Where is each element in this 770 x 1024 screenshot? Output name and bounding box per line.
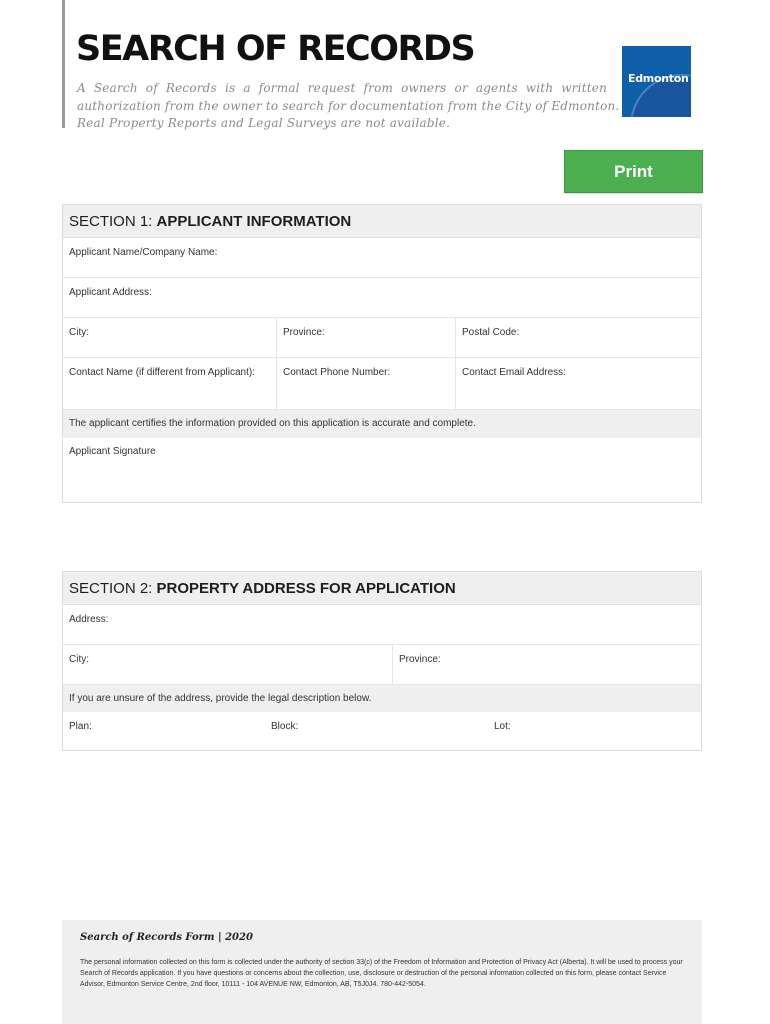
form-footer — [62, 920, 702, 1024]
lot-label: Lot: — [494, 721, 511, 732]
applicant-address-label: Applicant Address: — [69, 287, 152, 298]
section-2-number: SECTION 2: — [69, 580, 153, 597]
property-address-label: Address: — [69, 614, 109, 625]
applicant-address-field[interactable] — [63, 278, 701, 317]
section-2-header — [63, 572, 701, 605]
plan-label: Plan: — [69, 721, 92, 732]
applicant-address-row — [63, 278, 701, 318]
applicant-postal-code-label: Postal Code: — [462, 327, 520, 338]
footer-title: Search of Records Form | 2020 — [80, 932, 253, 943]
section-property-address — [62, 571, 702, 751]
plan-field[interactable] — [63, 712, 265, 750]
intro-line-1: A Search of Records is a formal request from owners or agents with written — [77, 81, 607, 95]
applicant-name-row — [63, 238, 701, 278]
applicant-signature-field[interactable] — [63, 438, 701, 502]
applicant-province-label: Province: — [283, 327, 325, 338]
page-title: SEARCH OF RECORDS — [76, 29, 475, 69]
applicant-name-field[interactable] — [63, 238, 701, 277]
print-button[interactable]: Print — [564, 150, 703, 193]
applicant-location-row — [63, 318, 701, 358]
contact-phone-field[interactable] — [277, 358, 456, 409]
legal-description-row — [63, 712, 701, 750]
contact-name-label: Contact Name (if different from Applicant): — [69, 367, 256, 378]
property-city-label: City: — [69, 654, 89, 665]
applicant-province-field[interactable] — [277, 318, 456, 357]
property-province-label: Province: — [399, 654, 441, 665]
lot-field[interactable] — [488, 712, 701, 750]
section-1-title: APPLICANT INFORMATION — [156, 213, 352, 230]
applicant-name-label: Applicant Name/Company Name: — [69, 247, 218, 258]
contact-email-label: Contact Email Address: — [462, 367, 566, 378]
section-2-title: PROPERTY ADDRESS FOR APPLICATION — [156, 580, 456, 597]
header-left-rule — [62, 0, 65, 128]
contact-phone-label: Contact Phone Number: — [283, 367, 391, 378]
property-city-field[interactable] — [63, 645, 393, 684]
property-address-field[interactable] — [63, 605, 701, 644]
legal-description-note: If you are unsure of the address, provide the legal description below. — [63, 685, 701, 712]
section-applicant-information — [62, 204, 702, 503]
intro-line-3: Real Property Reports and Legal Surveys are not available. — [77, 116, 451, 130]
intro-text — [77, 80, 620, 133]
block-field[interactable] — [265, 712, 488, 750]
logo-wordmark: Edmonton — [628, 72, 689, 85]
property-location-row — [63, 645, 701, 685]
section-1-number: SECTION 1: — [69, 213, 153, 230]
applicant-city-label: City: — [69, 327, 89, 338]
contact-row — [63, 358, 701, 410]
section-1-header — [63, 205, 701, 238]
property-province-field[interactable] — [393, 645, 701, 684]
property-address-row — [63, 605, 701, 645]
certification-note: The applicant certifies the information provided on this application is accurate and complete. — [63, 410, 701, 438]
contact-email-field[interactable] — [456, 358, 701, 409]
applicant-city-field[interactable] — [63, 318, 277, 357]
signature-row — [63, 438, 701, 502]
intro-line-2: authorization from the owner to search for documentation from the City of Edmonton. — [77, 98, 620, 113]
applicant-signature-label: Applicant Signature — [69, 446, 156, 457]
applicant-postal-code-field[interactable] — [456, 318, 701, 357]
contact-name-field[interactable] — [63, 358, 277, 409]
block-label: Block: — [271, 721, 299, 732]
city-of-edmonton-logo — [622, 46, 691, 117]
privacy-notice: The personal information collected on this form is collected under the authority of section 33(c) of the Freedom of Information and Protection of Privacy Act (Alberta). It will be used to process your Search of Records application. If you have questions or concerns about the collection, use, disclosure or destruction of the personal information collected on this form, please contact Service Advisor, Edmonton Service Centre, 2nd floor, 10111 - 104 AVENUE NW, Edmonton, AB, T5J0J4. 780-442-5054. — [80, 959, 683, 988]
